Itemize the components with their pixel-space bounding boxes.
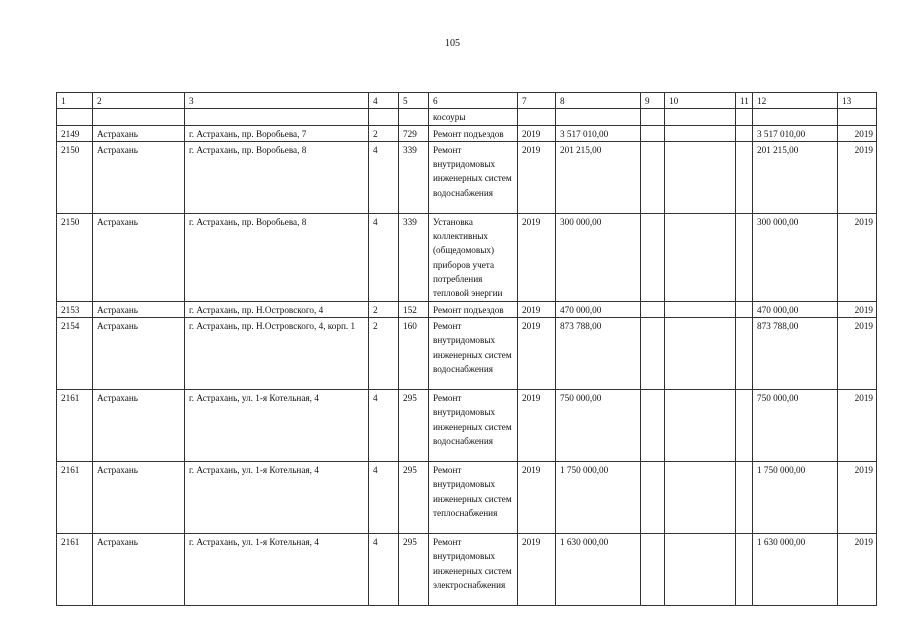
table-row xyxy=(57,317,877,389)
cell-col12: 1 630 000,00 xyxy=(753,533,838,605)
cell-col4: 2 xyxy=(369,317,399,389)
cell-year: 2019 xyxy=(518,389,556,461)
cell-col5 xyxy=(399,109,429,125)
cell-col12: 873 788,00 xyxy=(753,317,838,389)
header-cell-1: 1 xyxy=(57,93,93,109)
header-cell-13: 13 xyxy=(838,93,877,109)
cell-col12 xyxy=(753,109,838,125)
cell-col5: 295 xyxy=(399,389,429,461)
cell-year: 2019 xyxy=(518,125,556,141)
cell-col9 xyxy=(641,141,665,213)
cell-col11 xyxy=(736,389,753,461)
header-cell-11: 11 xyxy=(736,93,753,109)
cell-id: 2161 xyxy=(57,389,93,461)
table-row xyxy=(57,141,877,213)
cell-col10 xyxy=(665,301,736,317)
cell-id: 2150 xyxy=(57,141,93,213)
header-cell-7: 7 xyxy=(518,93,556,109)
cell-col13: 2019 xyxy=(838,301,877,317)
cell-col4: 2 xyxy=(369,301,399,317)
cell-address: г. Астрахань, ул. 1-я Котельная, 4 xyxy=(185,389,369,461)
cell-work-type: Ремонт внутридомовых инженерных систем электроснабжения xyxy=(429,533,518,605)
table-row xyxy=(57,125,877,141)
cell-cost: 201 215,00 xyxy=(556,141,641,213)
cell-col13: 2019 xyxy=(838,213,877,301)
cell-work-type: Ремонт подъездов xyxy=(429,125,518,141)
cell-col11 xyxy=(736,301,753,317)
cell-col5: 152 xyxy=(399,301,429,317)
cell-col10 xyxy=(665,317,736,389)
cell-col5: 295 xyxy=(399,461,429,533)
cell-col13 xyxy=(838,109,877,125)
repair-program-table xyxy=(56,92,877,606)
cell-col11 xyxy=(736,533,753,605)
cell-id: 2150 xyxy=(57,213,93,301)
header-cell-6: 6 xyxy=(429,93,518,109)
cell-col13: 2019 xyxy=(838,141,877,213)
cell-col12: 300 000,00 xyxy=(753,213,838,301)
cell-cost: 873 788,00 xyxy=(556,317,641,389)
cell-col5: 160 xyxy=(399,317,429,389)
table-row xyxy=(57,533,877,605)
cell-city: Астрахань xyxy=(93,125,185,141)
cell-col9 xyxy=(641,461,665,533)
cell-id: 2161 xyxy=(57,461,93,533)
cell-city: Астрахань xyxy=(93,317,185,389)
cell-col5: 729 xyxy=(399,125,429,141)
cell-year: 2019 xyxy=(518,141,556,213)
cell-col13: 2019 xyxy=(838,125,877,141)
cell-col10 xyxy=(665,533,736,605)
cell-work-type: косоуры xyxy=(429,109,518,125)
cell-col9 xyxy=(641,317,665,389)
cell-col13: 2019 xyxy=(838,389,877,461)
cell-address: г. Астрахань, ул. 1-я Котельная, 4 xyxy=(185,533,369,605)
cell-year: 2019 xyxy=(518,461,556,533)
cell-col11 xyxy=(736,213,753,301)
cell-address: г. Астрахань, пр. Воробьева, 8 xyxy=(185,213,369,301)
cell-city: Астрахань xyxy=(93,389,185,461)
cell-col11 xyxy=(736,109,753,125)
cell-cost: 1 630 000,00 xyxy=(556,533,641,605)
cell-id: 2154 xyxy=(57,317,93,389)
cell-year: 2019 xyxy=(518,317,556,389)
cell-cost: 470 000,00 xyxy=(556,301,641,317)
cell-cost: 300 000,00 xyxy=(556,213,641,301)
cell-col10 xyxy=(665,389,736,461)
cell-col11 xyxy=(736,125,753,141)
cell-year: 2019 xyxy=(518,213,556,301)
cell-col5: 339 xyxy=(399,213,429,301)
cell-year: 2019 xyxy=(518,533,556,605)
cell-col5: 339 xyxy=(399,141,429,213)
cell-cost xyxy=(556,109,641,125)
cell-col9 xyxy=(641,301,665,317)
cell-col9 xyxy=(641,213,665,301)
cell-col4: 2 xyxy=(369,125,399,141)
cell-col4 xyxy=(369,109,399,125)
header-cell-3: 3 xyxy=(185,93,369,109)
cell-col12: 201 215,00 xyxy=(753,141,838,213)
cell-city: Астрахань xyxy=(93,301,185,317)
header-cell-10: 10 xyxy=(665,93,736,109)
table-row xyxy=(57,109,877,125)
cell-city: Астрахань xyxy=(93,213,185,301)
cell-work-type: Ремонт внутридомовых инженерных систем теплоснабжения xyxy=(429,461,518,533)
cell-col4: 4 xyxy=(369,141,399,213)
cell-col9 xyxy=(641,125,665,141)
cell-col4: 4 xyxy=(369,389,399,461)
cell-city: Астрахань xyxy=(93,461,185,533)
cell-col4: 4 xyxy=(369,213,399,301)
cell-cost: 1 750 000,00 xyxy=(556,461,641,533)
cell-cost: 750 000,00 xyxy=(556,389,641,461)
header-cell-12: 12 xyxy=(753,93,838,109)
header-cell-8: 8 xyxy=(556,93,641,109)
cell-col13: 2019 xyxy=(838,533,877,605)
cell-col11 xyxy=(736,317,753,389)
cell-id xyxy=(57,109,93,125)
cell-work-type: Ремонт внутридомовых инженерных систем водоснабжения xyxy=(429,317,518,389)
cell-col13: 2019 xyxy=(838,317,877,389)
cell-col4: 4 xyxy=(369,461,399,533)
cell-col11 xyxy=(736,461,753,533)
cell-col12: 3 517 010,00 xyxy=(753,125,838,141)
table-row xyxy=(57,461,877,533)
cell-address: г. Астрахань, ул. 1-я Котельная, 4 xyxy=(185,461,369,533)
cell-year: 2019 xyxy=(518,301,556,317)
cell-address: г. Астрахань, пр. Н.Островского, 4 xyxy=(185,301,369,317)
cell-col12: 470 000,00 xyxy=(753,301,838,317)
table-row xyxy=(57,213,877,301)
cell-address: г. Астрахань, пр. Воробьева, 7 xyxy=(185,125,369,141)
header-cell-4: 4 xyxy=(369,93,399,109)
cell-col9 xyxy=(641,389,665,461)
cell-col10 xyxy=(665,213,736,301)
cell-col5: 295 xyxy=(399,533,429,605)
cell-work-type: Установка коллективных (общедомовых) приборов учета потребления тепловой энергии xyxy=(429,213,518,301)
cell-id: 2149 xyxy=(57,125,93,141)
cell-city xyxy=(93,109,185,125)
table-row xyxy=(57,301,877,317)
cell-work-type: Ремонт подъездов xyxy=(429,301,518,317)
header-cell-5: 5 xyxy=(399,93,429,109)
table-row xyxy=(57,389,877,461)
cell-city: Астрахань xyxy=(93,533,185,605)
cell-id: 2161 xyxy=(57,533,93,605)
cell-address xyxy=(185,109,369,125)
cell-col13: 2019 xyxy=(838,461,877,533)
header-cell-2: 2 xyxy=(93,93,185,109)
cell-address: г. Астрахань, пр. Н.Островского, 4, корп. 1 xyxy=(185,317,369,389)
cell-year xyxy=(518,109,556,125)
cell-address: г. Астрахань, пр. Воробьева, 8 xyxy=(185,141,369,213)
cell-city: Астрахань xyxy=(93,141,185,213)
cell-col4: 4 xyxy=(369,533,399,605)
cell-work-type: Ремонт внутридомовых инженерных систем водоснабжения xyxy=(429,389,518,461)
cell-work-type: Ремонт внутридомовых инженерных систем водоснабжения xyxy=(429,141,518,213)
cell-col11 xyxy=(736,141,753,213)
cell-col10 xyxy=(665,461,736,533)
cell-col12: 1 750 000,00 xyxy=(753,461,838,533)
page-number: 105 xyxy=(445,38,460,49)
cell-col10 xyxy=(665,109,736,125)
header-row xyxy=(57,93,877,109)
cell-col9 xyxy=(641,109,665,125)
cell-id: 2153 xyxy=(57,301,93,317)
cell-cost: 3 517 010,00 xyxy=(556,125,641,141)
cell-col9 xyxy=(641,533,665,605)
cell-col12: 750 000,00 xyxy=(753,389,838,461)
header-cell-9: 9 xyxy=(641,93,665,109)
cell-col10 xyxy=(665,125,736,141)
cell-col10 xyxy=(665,141,736,213)
